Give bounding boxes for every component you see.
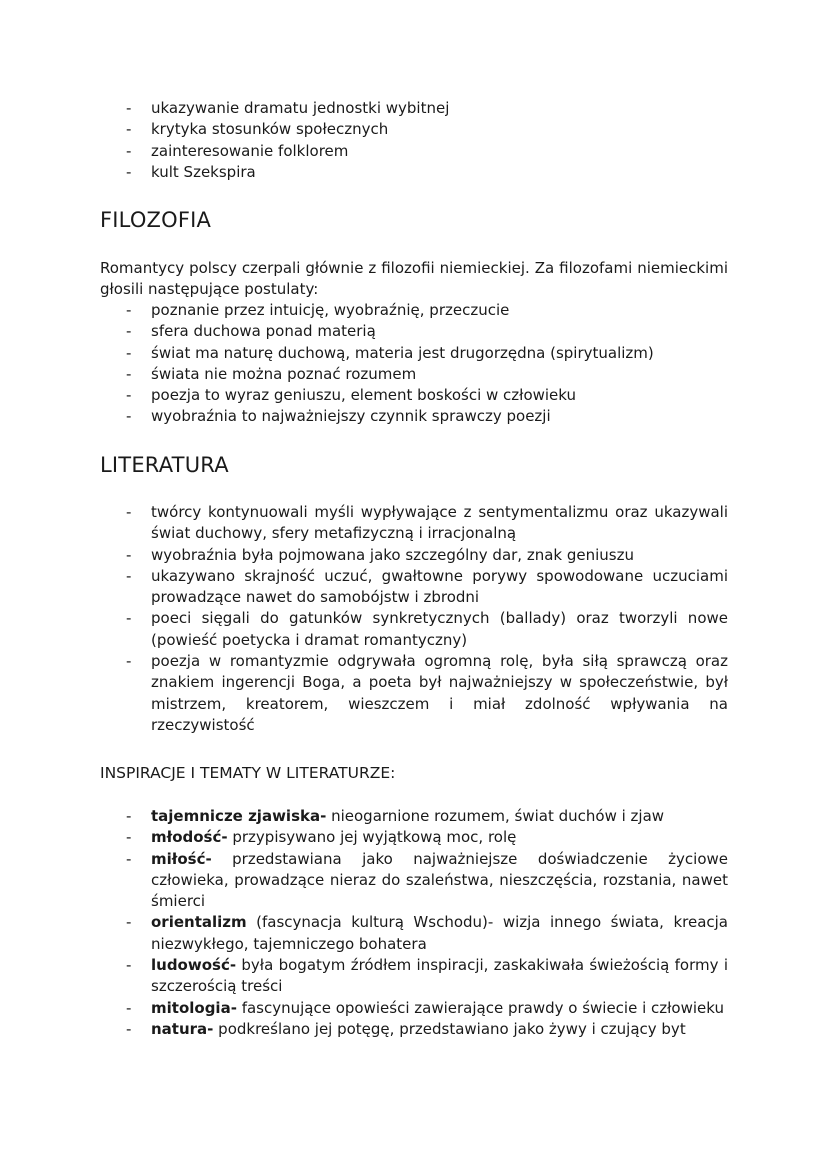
term: młodość-: [151, 828, 228, 847]
list-item: [100, 998, 728, 1019]
bullet-dash: -: [126, 386, 132, 405]
inspiracje-heading: INSPIRACJE I TEMATY W LITERATURZE:: [100, 764, 396, 782]
term-description: przedstawiana jako najważniejsze doświadczenie życiowe człowieka, prowadzące nieraz do szaleństwa, nieszczęścia, rozstania, nawet śmierci: [151, 849, 728, 911]
bullet-dash: -: [126, 956, 132, 975]
inspiracje-list: [100, 806, 728, 1040]
section-heading-filozofia: FILOZOFIA: [100, 208, 212, 232]
term: tajemnicze zjawiska-: [151, 807, 327, 825]
term: natura-: [151, 1019, 214, 1038]
list-item: [100, 827, 728, 848]
bullet-dash: -: [126, 99, 132, 117]
bullet-dash: -: [126, 998, 132, 1017]
filozofia-list: [100, 300, 728, 428]
list-item: [100, 849, 728, 913]
list-item: [100, 806, 728, 827]
list-item: - twórcy kontynuowali myśli wypływające z sentymentalizmu oraz ukazywali świat duchowy, sfery metafizyczną i irracjonalną: [126, 503, 728, 543]
list-item: - wyobraźnia była pojmowana jako szczególny dar, znak geniuszu: [100, 545, 728, 566]
intro-list: [100, 98, 728, 183]
list-item: - zainteresowanie folklorem: [100, 141, 728, 162]
term-description: fascynujące opowieści zawierające prawdy o świecie i człowieku: [236, 998, 724, 1017]
literatura-list: [100, 502, 728, 736]
bullet-dash: -: [126, 407, 132, 426]
bullet-dash: -: [126, 652, 132, 671]
section-heading-literatura: LITERATURA: [100, 453, 229, 477]
list-item: - krytyka stosunków społecznych: [100, 119, 728, 140]
bullet-dash: -: [126, 343, 132, 362]
bullet-dash: -: [126, 503, 132, 521]
list-item: - świat ma naturę duchową, materia jest drugorzędna (spirytualizm): [100, 343, 728, 364]
bullet-dash: -: [126, 364, 132, 383]
bullet-dash: -: [126, 849, 132, 868]
term: ludowość-: [151, 956, 237, 975]
list-item: - ukazywanie dramatu jednostki wybitnej: [100, 98, 728, 119]
bullet-dash: -: [126, 322, 132, 341]
bullet-dash: -: [126, 141, 132, 160]
list-item: [100, 955, 728, 998]
bullet-dash: -: [126, 162, 132, 181]
term-description: była bogatym źródłem inspiracji, zaskakiwała świeżością formy i szczerością treści: [151, 956, 728, 996]
list-item: - wyobraźnia to najważniejszy czynnik sprawczy poezji: [100, 406, 728, 427]
term-description: (fascynacja kulturą Wschodu)- wizja innego świata, kreacja niezwykłego, tajemniczego bohatera: [151, 913, 728, 953]
list-item: [100, 912, 728, 955]
term: mitologia-: [151, 998, 237, 1017]
bullet-dash: -: [126, 120, 132, 139]
filozofia-paragraph: Romantycy polscy czerpali głównie z filozofii niemieckiej. Za filozofami niemieckimi głosili następujące postulaty:: [100, 259, 728, 299]
term: orientalizm: [151, 913, 247, 932]
term-description: przypisywano jej wyjątkową moc, rolę: [227, 828, 517, 847]
list-item: - poezja to wyraz geniuszu, element boskości w człowieku: [100, 385, 728, 406]
list-item: [100, 1019, 728, 1040]
bullet-dash: -: [126, 545, 132, 564]
bullet-dash: -: [126, 913, 132, 932]
bullet-dash: -: [126, 609, 132, 628]
list-item: - ukazywano skrajność uczuć, gwałtowne porywy spowodowane uczuciami prowadzące nawet do samobójstw i zbrodni: [126, 566, 728, 607]
list-item: - poezja w romantyzmie odgrywała ogromną rolę, była siłą sprawczą oraz znakiem ingerencji Boga, a poeta był najważniejszy w społeczeństwie, był mistrzem, kreatorem, wieszczem i miał zdolność wpływania na rzeczywistość: [126, 652, 728, 734]
list-item: - poznanie przez intuicję, wyobraźnię, przeczucie: [100, 300, 728, 321]
list-item: - świata nie można poznać rozumem: [100, 364, 728, 385]
bullet-dash: -: [126, 301, 132, 319]
bullet-dash: -: [126, 807, 132, 825]
list-item: - poeci sięgali do gatunków synkretycznych (ballady) oraz tworzyli nowe (powieść poetycka i dramat romantyczny): [126, 609, 728, 649]
term-description: nieogarnione rozumem, świat duchów i zjaw: [326, 807, 665, 825]
list-item: - kult Szekspira: [100, 162, 728, 183]
bullet-dash: -: [126, 828, 132, 847]
bullet-dash: -: [126, 1019, 132, 1038]
list-item: - sfera duchowa ponad materią: [100, 321, 728, 342]
term: miłość-: [151, 849, 212, 868]
bullet-dash: -: [126, 566, 132, 585]
term-description: podkreślano jej potęgę, przedstawiano jako żywy i czujący byt: [213, 1019, 686, 1038]
